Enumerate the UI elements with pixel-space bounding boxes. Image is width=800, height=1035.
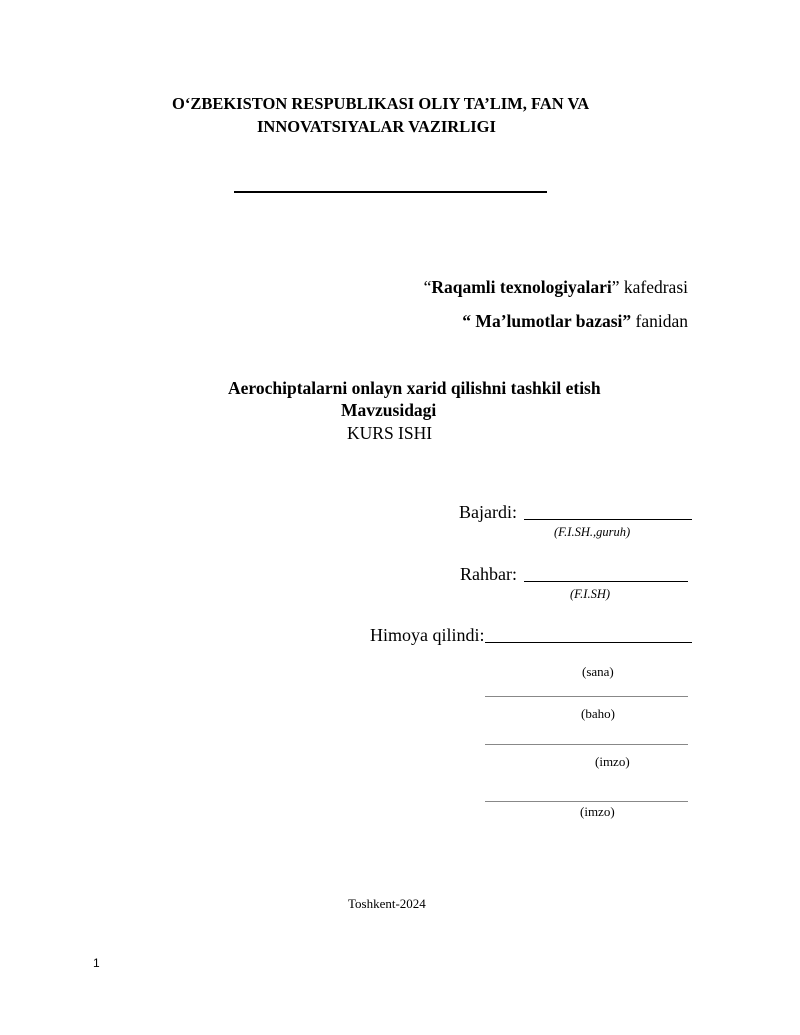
topic-subtitle: Mavzusidagi	[341, 400, 437, 420]
work-type: KURS ISHI	[347, 423, 433, 443]
subject-line	[462, 311, 688, 332]
city-year: Toshkent-2024	[348, 896, 426, 911]
bajardi-blank-line	[524, 519, 692, 520]
baho-imzo-divider	[485, 744, 688, 745]
rahbar-label: Rahbar:	[460, 564, 517, 584]
rahbar-blank-line	[524, 581, 688, 582]
subject-suffix: fanidan	[631, 311, 688, 331]
subject-name: “ Ma’lumotlar bazasi”	[462, 311, 632, 331]
imzo-divider	[485, 801, 688, 802]
himoya-blank-line	[485, 642, 692, 643]
page-number: 1	[93, 956, 100, 970]
imzo-label-2: (imzo)	[580, 804, 615, 819]
ministry-title-line2: INNOVATSIYALAR VAZIRLIGI	[257, 117, 496, 136]
sana-label: (sana)	[582, 664, 614, 679]
department-line	[424, 277, 688, 298]
institution-blank-line	[234, 191, 547, 193]
imzo-label-1: (imzo)	[595, 754, 630, 769]
department-name: Raqamli texnologiyalari	[431, 277, 612, 297]
rahbar-hint: (F.I.SH)	[570, 587, 611, 601]
sana-baho-divider	[485, 696, 688, 697]
baho-label: (baho)	[581, 706, 615, 721]
department-close-quote: ”	[611, 277, 620, 297]
himoya-label: Himoya qilindi:	[370, 625, 485, 645]
bajardi-label: Bajardi:	[459, 502, 517, 522]
bajardi-hint: (F.I.SH.,guruh)	[554, 525, 631, 539]
department-open-quote: “	[423, 277, 432, 297]
ministry-title-line1: O‘ZBEKISTON RESPUBLIKASI OLIY TA’LIM, FAN VA	[172, 94, 590, 113]
department-suffix: kafedrasi	[619, 277, 688, 297]
topic-title: Aerochiptalarni onlayn xarid qilishni tashkil etish	[228, 378, 601, 398]
